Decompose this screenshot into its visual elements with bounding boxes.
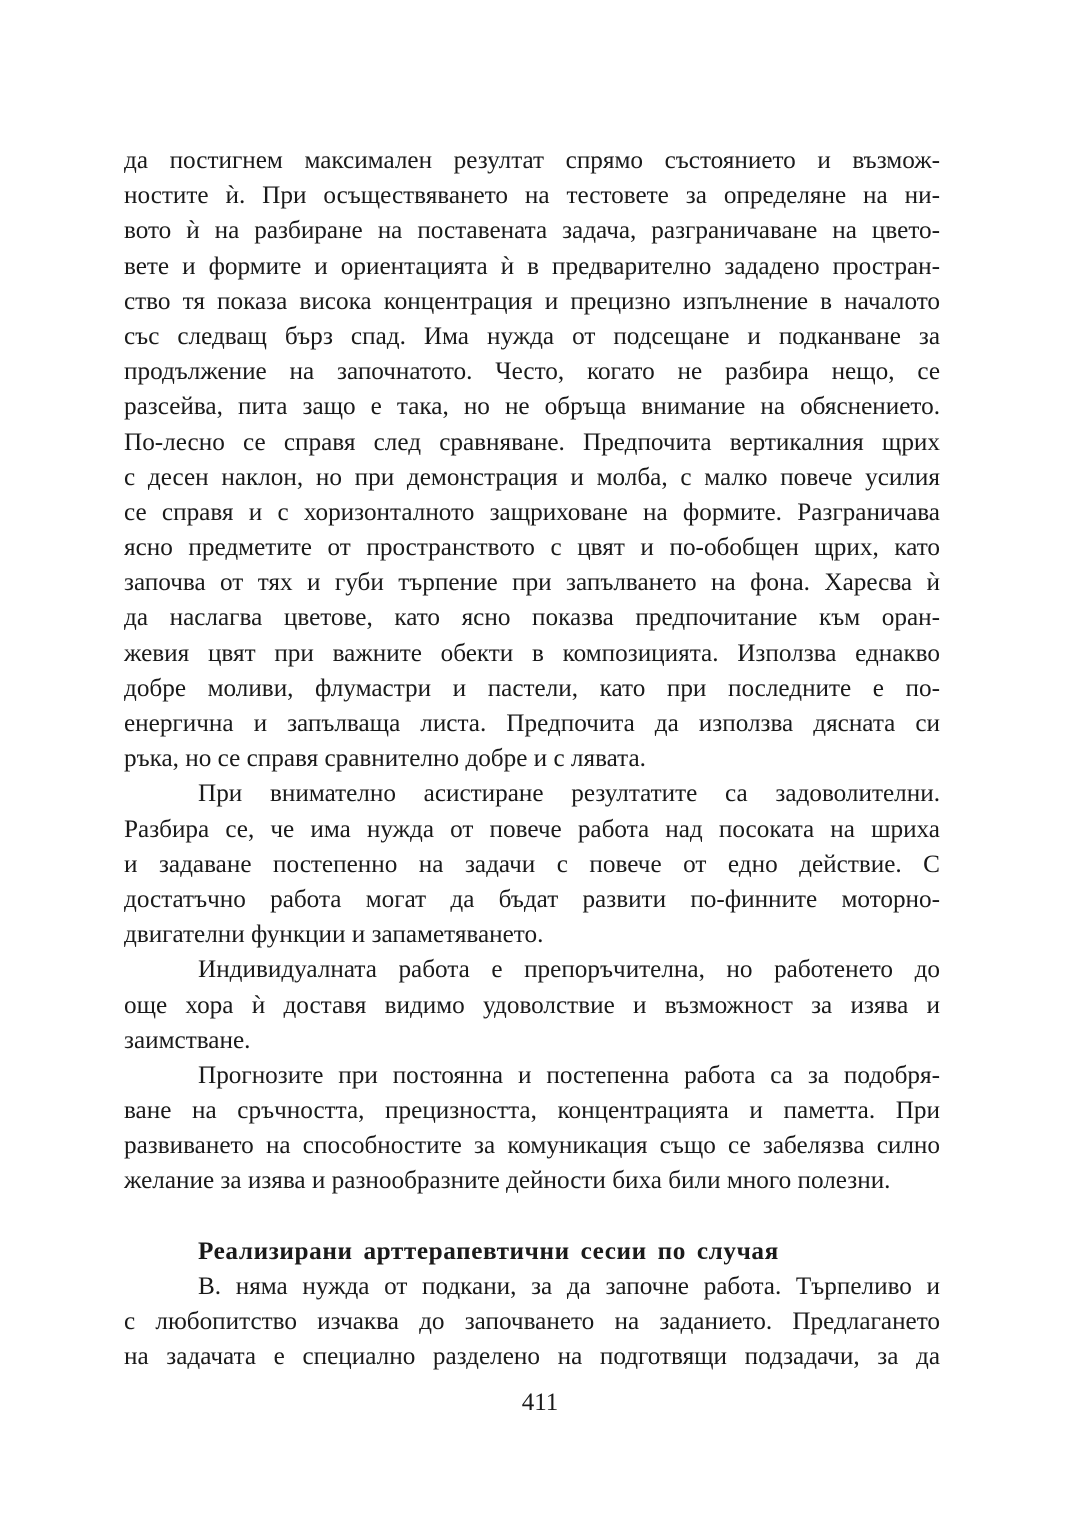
text-line: Индивидуалната работа е препоръчителна, но работенето до bbox=[198, 956, 940, 984]
text-line: с любопитство изчаква до започването на заданието. Предлагането bbox=[124, 1308, 940, 1335]
text-line: вото ѝ на разбиране на поставената задача, разграничаване на цвето- bbox=[124, 217, 940, 245]
text-line: ясно предметите от пространството с цвят и по-обобщен щрих, като bbox=[124, 534, 940, 562]
paragraph bbox=[124, 952, 940, 1058]
text-line: При внимателно асистиране резултатите са задоволителни. bbox=[198, 780, 940, 808]
text-line: енергична и запълваща листа. Предпочита да използва дясната си bbox=[124, 710, 940, 737]
section-heading: Реализирани арттерапевтични сесии по случая bbox=[198, 1237, 779, 1265]
page-number: 411 bbox=[521, 1389, 559, 1416]
text-line: Разбира се, че има нужда от повече работа над посоката на шриха bbox=[124, 815, 940, 843]
text-line: ване на сръчността, прецизността, концентрацията и паметта. При bbox=[124, 1097, 940, 1125]
text-line: желание за изява и разнообразните дейности биха били много полезни. bbox=[124, 1167, 891, 1195]
paragraph bbox=[124, 776, 940, 952]
text-line: достатъчно работа могат да бъдат развити по-финните моторно- bbox=[124, 885, 940, 913]
text-line: разсейва, пита защо е така, но не обръща внимание на обяснението. bbox=[124, 393, 940, 421]
paragraph bbox=[124, 1269, 940, 1375]
text-line: се справя и с хоризонталното защриховане на формите. Разграничава bbox=[124, 498, 940, 526]
section-spacer bbox=[124, 1199, 940, 1234]
text-line: развиването на способностите за комуникация също се забелязва силно bbox=[124, 1132, 940, 1160]
text-line: да наслагва цветове, като ясно показва предпочитание към оран- bbox=[124, 604, 940, 632]
text-line: По-лесно се справя след сравняване. Предпочита вертикалния щрих bbox=[124, 428, 940, 456]
paragraph bbox=[124, 143, 940, 776]
text-line: жевия цвят при важните обекти в композицията. Използва еднакво bbox=[124, 639, 940, 667]
text-line: В. няма нужда от подкани, за да започне работа. Търпеливо и bbox=[198, 1272, 940, 1300]
paragraph bbox=[124, 1058, 940, 1199]
text-line: добре моливи, флумастри и пастели, като при последните е по- bbox=[124, 674, 940, 702]
text-line: ръка, но се справя сравнително добре и с лявата. bbox=[124, 745, 646, 773]
text-line: ство тя показа висока концентрация и прецизно изпълнение в началото bbox=[124, 287, 940, 315]
text-line: заимстване. bbox=[124, 1026, 251, 1054]
text-line: да постигнем максимален резултат спрямо състоянието и възмож- bbox=[124, 147, 940, 174]
text-line: продължение на започнатото. Често, когато не разбира нещо, се bbox=[124, 358, 940, 386]
text-line: започва от тях и губи търпение при запълването на фона. Харесва ѝ bbox=[124, 569, 940, 597]
text-line: ностите ѝ. При осъществяването на тестовете за определяне на ни- bbox=[124, 182, 940, 210]
text-line: със следващ бърз спад. Има нужда от подсещане и подканване за bbox=[124, 322, 940, 350]
text-line: на задачата е специално разделено на подготвящи подзадачи, за да bbox=[124, 1343, 940, 1371]
text-line: двигателни функции и запаметяването. bbox=[124, 921, 544, 949]
text-line: още хора ѝ доставя видимо удоволствие и възможност за изява и bbox=[124, 991, 940, 1019]
text-line: и задаване постепенно на задачи с повече от едно действие. С bbox=[124, 850, 940, 878]
text-line: вете и формите и ориентацията ѝ в предварително зададено простран- bbox=[124, 252, 940, 280]
page-body bbox=[124, 143, 940, 1374]
text-line: Прогнозите при постоянна и постепенна работа са за подобря- bbox=[198, 1061, 940, 1089]
text-line: с десен наклон, но при демонстрация и молба, с малко повече усилия bbox=[124, 463, 940, 491]
